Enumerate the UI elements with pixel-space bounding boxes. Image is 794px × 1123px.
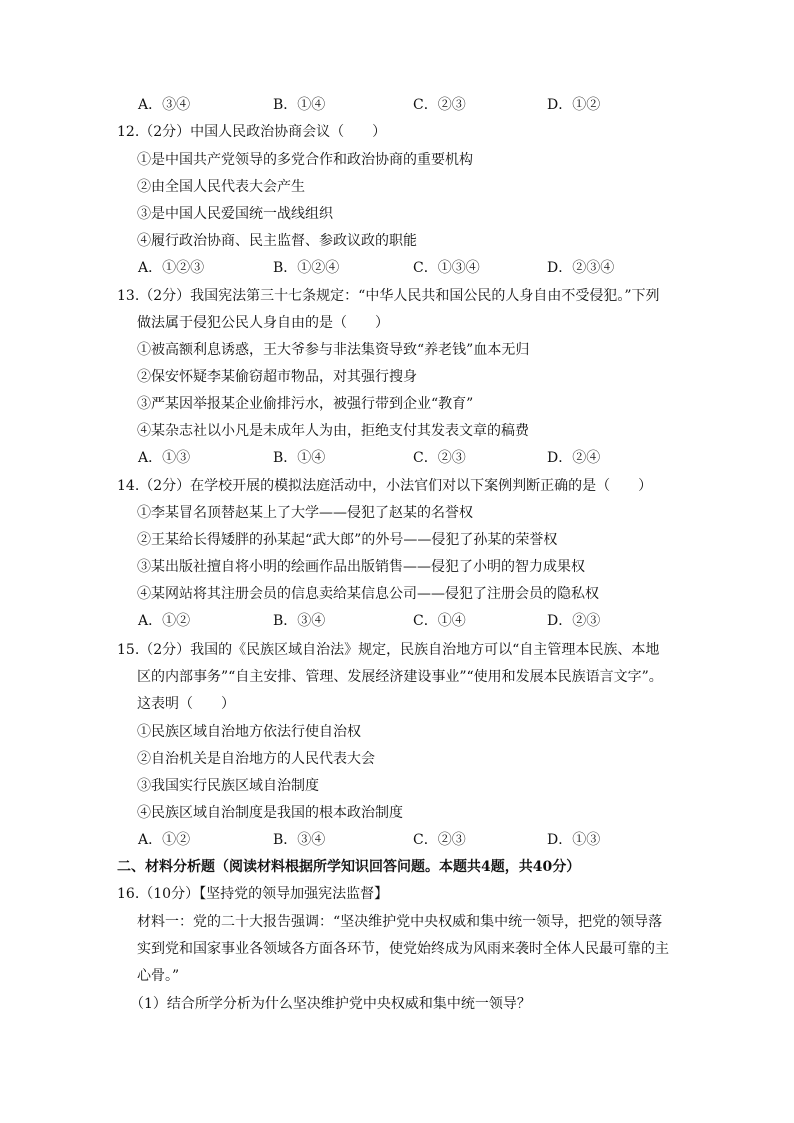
q15-item-2: ②自治机关是自治地方的人民代表大会 — [137, 751, 375, 767]
q14-item-2: ②王某给长得矮胖的孙某起“武大郎”的外号——侵犯了孙某的荣誉权 — [137, 532, 558, 548]
q15-item-3: ③我国实行民族区域自治制度 — [137, 778, 319, 794]
section-2-heading: 二、材料分析题（阅读材料根据所学知识回答问题。本题共4题，共40分） — [117, 859, 581, 875]
q13-option-c: C．②③ — [413, 450, 466, 466]
q16-stem: 16.（10分）【坚持党的领导加强宪法监督】 — [117, 886, 389, 902]
q15-option-d: D．①③ — [547, 832, 601, 848]
q16-material-line-1: 材料一：党的二十大报告强调：“坚决维护党中央权威和集中统一领导，把党的领导落 — [137, 914, 663, 930]
q16-sub-question-1: （1）结合所学分析为什么坚决维护党中央权威和集中统一领导？ — [130, 996, 531, 1012]
q12-stem: 12.（2分）中国人民政治协商会议（ ） — [117, 124, 387, 140]
q14-option-d: D．②③ — [547, 613, 601, 629]
q15-option-c: C．②③ — [413, 832, 466, 848]
q13-option-a: A．①③ — [138, 450, 191, 466]
q15-item-4: ④民族区域自治制度是我国的根本政治制度 — [137, 805, 403, 821]
q15-stem-line-1: 15.（2分）我国的《民族区域自治法》规定，民族自治地方可以“自主管理本民族、本地 — [117, 642, 660, 658]
q15-item-1: ①民族区域自治地方依法行使自治权 — [137, 724, 361, 740]
q13-option-b: B．①④ — [273, 450, 326, 466]
q12-item-2: ②由全国人民代表大会产生 — [137, 179, 305, 195]
q11-option-a: A．③④ — [138, 97, 191, 113]
q11-option-b: B．①④ — [273, 97, 326, 113]
q15-stem-line-2: 区的内部事务”“自主安排、管理、发展经济建设事业”“使用和发展本民族语言文字”。 — [137, 669, 663, 685]
q14-option-a: A．①② — [138, 613, 191, 629]
q13-item-3: ③严某因举报某企业偷排污水，被强行带到企业“教育” — [137, 396, 474, 412]
q12-option-c: C．①③④ — [413, 260, 480, 276]
q13-option-d: D．②④ — [547, 450, 601, 466]
q14-item-1: ①李某冒名顶替赵某上了大学——侵犯了赵某的名誉权 — [137, 505, 473, 521]
q15-option-b: B．③④ — [273, 832, 326, 848]
q12-item-3: ③是中国人民爱国统一战线组织 — [137, 206, 333, 222]
q13-stem-line-2: 做法属于侵犯公民人身自由的是（ ） — [137, 315, 389, 331]
q11-option-c: C．②③ — [413, 97, 466, 113]
q14-option-b: B．③④ — [273, 613, 326, 629]
q12-option-b: B．①②④ — [273, 260, 340, 276]
q12-option-a: A．①②③ — [138, 260, 205, 276]
q14-option-c: C．①④ — [413, 613, 466, 629]
q12-option-d: D．②③④ — [547, 260, 615, 276]
q13-item-2: ②保安怀疑李某偷窃超市物品，对其强行搜身 — [137, 369, 417, 385]
q14-item-4: ④某网站将其注册会员的信息卖给某信息公司——侵犯了注册会员的隐私权 — [137, 586, 599, 602]
q11-option-d: D．①② — [547, 97, 601, 113]
q12-item-4: ④履行政治协商、民主监督、参政议政的职能 — [137, 233, 417, 249]
q13-item-1: ①被高额利息诱惑，王大爷参与非法集资导致“养老钱”血本无归 — [137, 342, 530, 358]
q13-stem-line-1: 13.（2分）我国宪法第三十七条规定：“中华人民共和国公民的人身自由不受侵犯。”下列 — [117, 288, 660, 304]
q13-item-4: ④某杂志社以小凡是未成年人为由，拒绝支付其发表文章的稿费 — [137, 423, 529, 439]
q16-material-line-3: 心骨。” — [137, 968, 180, 984]
q14-item-3: ③某出版社擅自将小明的绘画作品出版销售——侵犯了小明的智力成果权 — [137, 559, 585, 575]
q12-item-1: ①是中国共产党领导的多党合作和政治协商的重要机构 — [137, 152, 473, 168]
q16-material-line-2: 实到党和国家事业各领域各方面各环节，使党始终成为风雨来袭时全体人民最可靠的主 — [137, 941, 669, 957]
q15-stem-line-3: 这表明（ ） — [137, 696, 235, 712]
q14-stem: 14.（2分）在学校开展的模拟法庭活动中，小法官们对以下案例判断正确的是（ ） — [117, 478, 653, 494]
q15-option-a: A．①② — [138, 832, 191, 848]
